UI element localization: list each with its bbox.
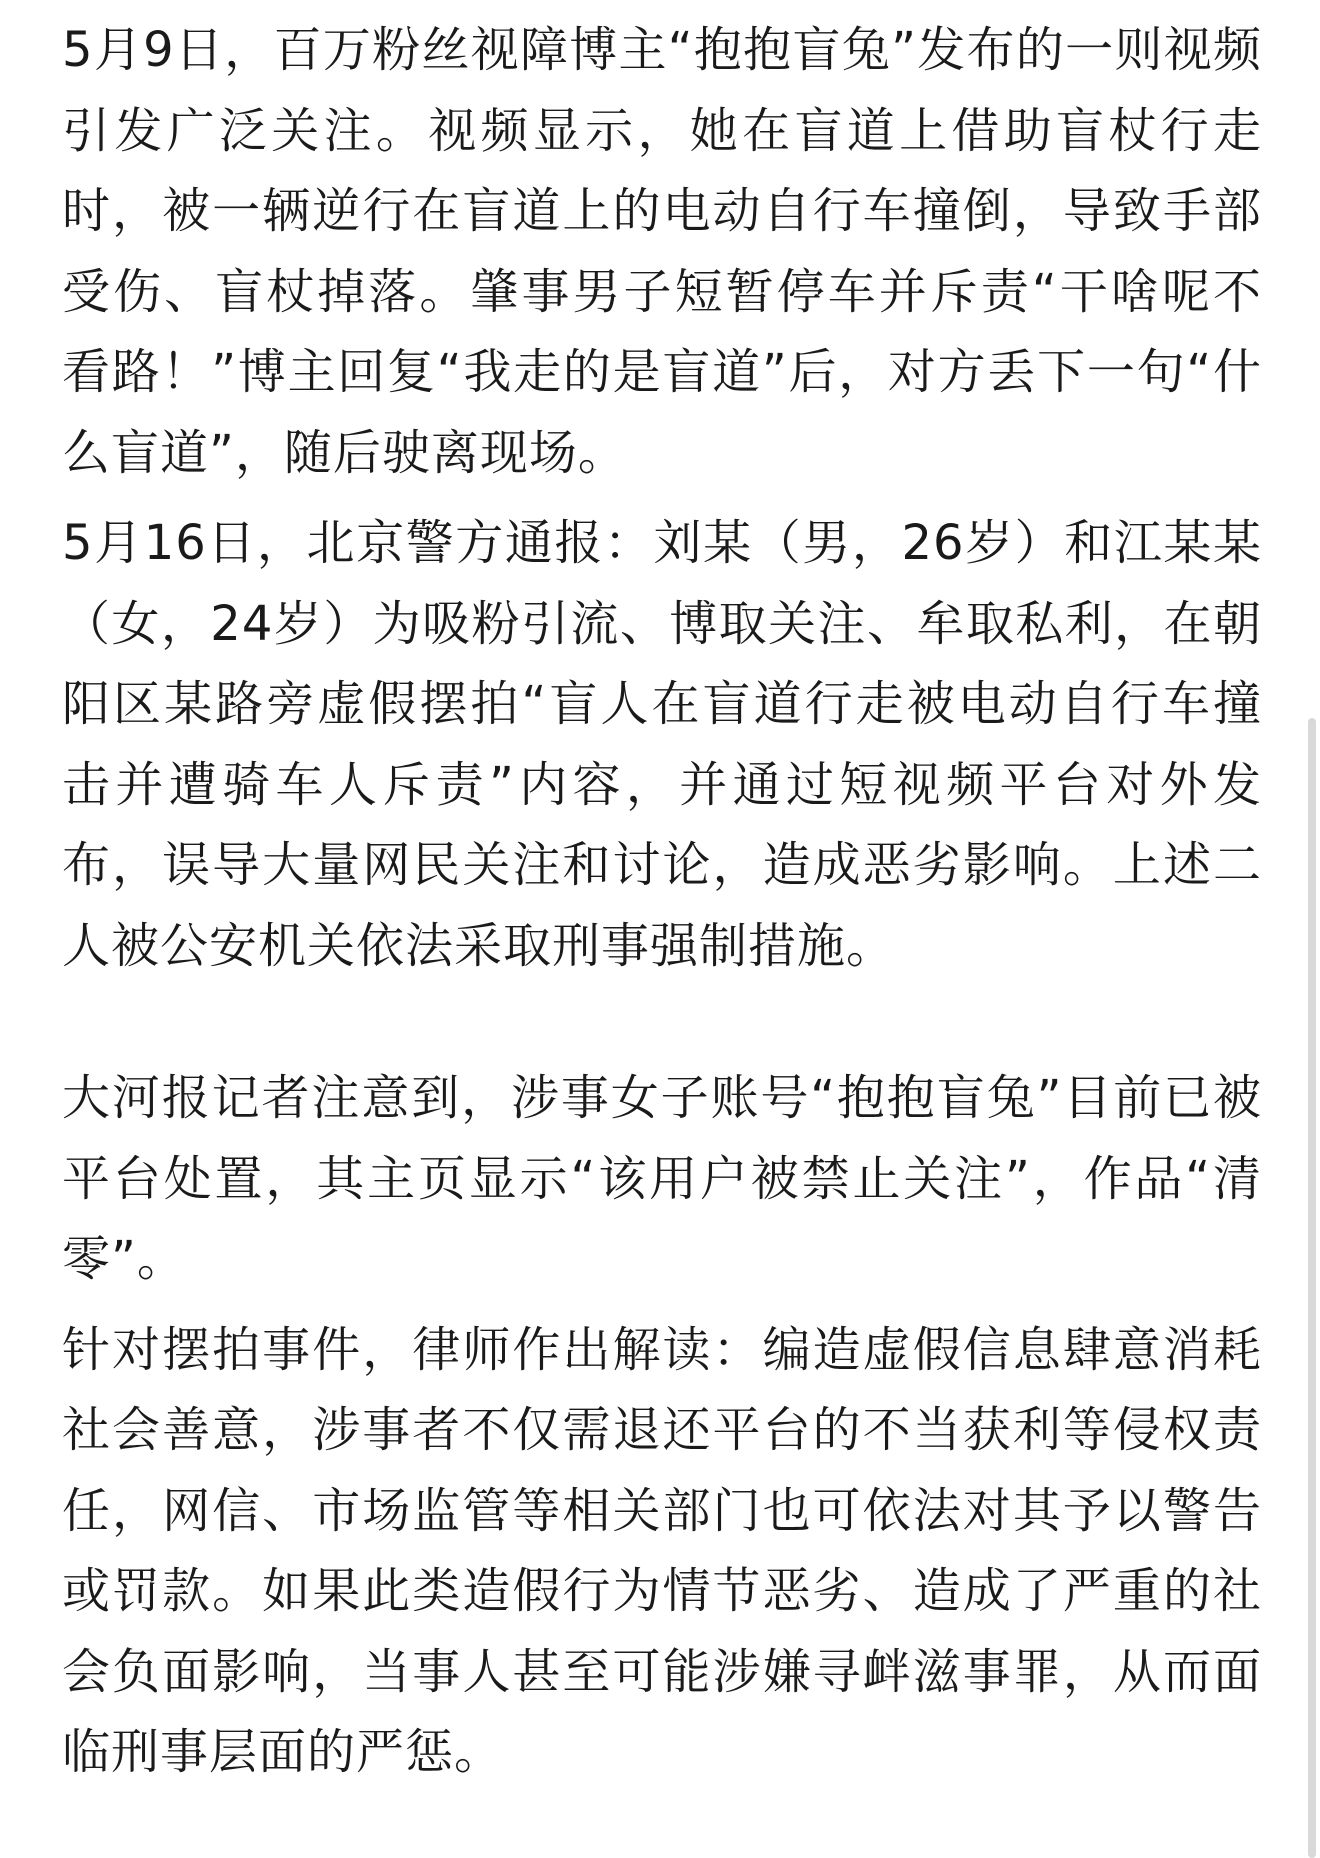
- article-body: [62, 10, 1262, 1793]
- vertical-scrollbar[interactable]: [1308, 718, 1316, 1858]
- article-paragraph-4: 针对摆拍事件，律师作出解读：编造虚假信息肆意消耗社会善意，涉事者不仅需退还平台的不当获利等侵权责任，网信、市场监管等相关部门也可依法对其予以警告或罚款。如果此类造假行为情节恶劣、造成了严重的社会负面影响，当事人甚至可能涉嫌寻衅滋事罪，从而面临刑事层面的严惩。: [62, 1321, 1262, 1780]
- article-paragraph-1: 5月9日，百万粉丝视障博主“抱抱盲兔”发布的一则视频引发广泛关注。视频显示，她在盲道上借助盲杖行走时，被一辆逆行在盲道上的电动自行车撞倒，导致手部受伤、盲杖掉落。肇事男子短暂停车并斥责“干啥呢不看路！”博主回复“我走的是盲道”后，对方丢下一句“什么盲道”，随后驶离现场。: [62, 22, 1262, 481]
- article-paragraph-2: 5月16日，北京警方通报：刘某（男，26岁）和江某某（女，24岁）为吸粉引流、博取关注、牟取私利，在朝阳区某路旁虚假摆拍“盲人在盲道行走被电动自行车撞击并遭骑车人斥责”内容，并通过短视频平台对外发布，误导大量网民关注和讨论，造成恶劣影响。上述二人被公安机关依法采取刑事强制措施。: [62, 515, 1262, 974]
- paragraph-spacer: [62, 986, 1262, 1058]
- article-paragraph-3: 大河报记者注意到，涉事女子账号“抱抱盲兔”目前已被平台处置，其主页显示“该用户被禁止关注”，作品“清零”。: [62, 1070, 1262, 1287]
- paragraph-spacer: [62, 493, 1262, 503]
- paragraph-spacer: [62, 1300, 1262, 1310]
